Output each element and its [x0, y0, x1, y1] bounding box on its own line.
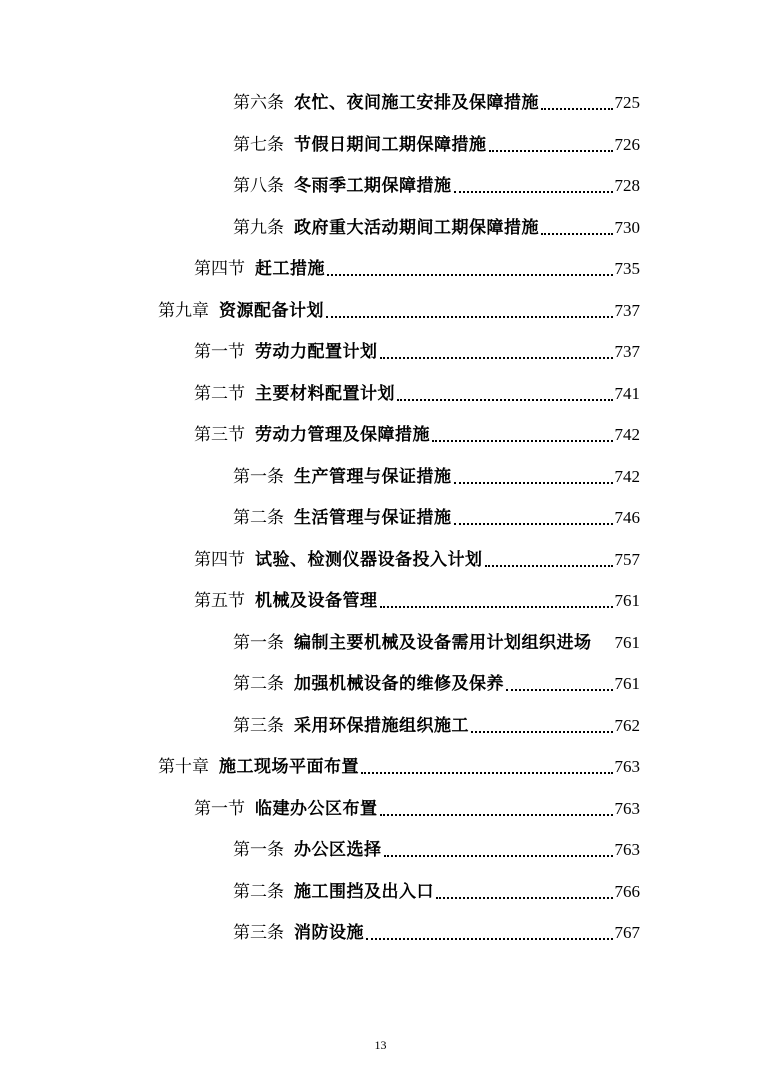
toc-entry-page: 741 — [614, 383, 640, 403]
toc-entry-title: 生活管理与保证措施 — [294, 508, 452, 528]
toc-entry-page: 761 — [614, 591, 640, 610]
dot-leader — [454, 482, 613, 484]
toc-entry[interactable] — [158, 296, 640, 326]
dot-leader — [471, 731, 613, 733]
toc-entry[interactable] — [194, 794, 640, 824]
dot-leader — [432, 440, 613, 442]
toc-entry[interactable] — [233, 213, 640, 243]
dot-leader — [326, 316, 613, 318]
dot-leader — [485, 565, 613, 567]
toc-entry-number: 第一条 — [233, 632, 284, 653]
toc-entry-number: 第七条 — [233, 134, 284, 155]
toc-entry-number: 第五节 — [194, 591, 245, 611]
toc-entry-number: 第三节 — [194, 425, 245, 445]
dot-leader — [397, 399, 613, 401]
toc-entry-page: 737 — [614, 300, 640, 320]
dot-leader — [541, 108, 613, 110]
toc-entry-page: 746 — [614, 508, 640, 527]
toc-entry-number: 第一条 — [233, 466, 284, 487]
toc-entry-title: 政府重大活动期间工期保障措施 — [294, 217, 539, 238]
toc-entry-title: 劳动力管理及保障措施 — [255, 425, 430, 445]
toc-entry[interactable] — [233, 503, 640, 533]
toc-entry-title: 生产管理与保证措施 — [294, 466, 452, 487]
toc-entry[interactable] — [194, 254, 640, 284]
toc-entry-number: 第一节 — [194, 342, 245, 362]
dot-leader — [436, 897, 613, 899]
toc-entry-title: 加强机械设备的维修及保养 — [294, 674, 504, 694]
toc-entry-number: 第一节 — [194, 798, 245, 819]
toc-entry-page: 742 — [614, 466, 640, 486]
toc-entry-number: 第二条 — [233, 674, 284, 694]
dot-leader — [380, 814, 613, 816]
toc-entry-number: 第三条 — [233, 923, 284, 943]
toc-entry-page: 767 — [614, 923, 640, 942]
page-footer-number: 13 — [374, 1038, 387, 1052]
toc-entry-number: 第八条 — [233, 176, 284, 196]
toc-entry-number: 第四节 — [194, 259, 245, 279]
toc-entry-number: 第四节 — [194, 549, 245, 570]
toc-entry-number: 第九章 — [158, 300, 209, 321]
dot-leader — [380, 606, 613, 608]
toc-entry-title: 资源配备计划 — [219, 300, 324, 321]
toc-entry-title: 试验、检测仪器设备投入计划 — [255, 549, 483, 570]
toc-entry[interactable] — [233, 628, 640, 658]
toc-entry-number: 第二条 — [233, 508, 284, 528]
toc-entry-title: 机械及设备管理 — [255, 591, 378, 611]
toc-entry-title: 采用环保措施组织施工 — [294, 715, 469, 736]
toc-entry-page: 728 — [614, 176, 640, 195]
toc-entry[interactable] — [194, 337, 640, 367]
toc-entry[interactable] — [158, 752, 640, 782]
toc-entry-page: 763 — [614, 798, 640, 818]
toc-entry[interactable] — [233, 669, 640, 699]
dot-leader — [327, 274, 613, 276]
toc-entry-title: 办公区选择 — [294, 840, 382, 860]
toc-entry-page: 737 — [614, 342, 640, 361]
dot-leader — [361, 772, 613, 774]
toc-entry-title: 消防设施 — [294, 923, 364, 943]
toc-entry[interactable] — [194, 379, 640, 409]
toc-entry-number: 第六条 — [233, 93, 284, 113]
dot-leader — [506, 689, 613, 691]
toc-entry-page: 735 — [614, 259, 640, 278]
dot-leader — [454, 191, 613, 193]
dot-leader — [454, 523, 613, 525]
toc-entry-title: 冬雨季工期保障措施 — [294, 176, 452, 196]
dot-leader — [489, 150, 613, 152]
toc-entry[interactable] — [194, 420, 640, 450]
toc-entry[interactable] — [233, 130, 640, 160]
toc-entry-page: 766 — [614, 881, 640, 901]
toc-entry[interactable] — [233, 835, 640, 865]
toc-entry[interactable] — [233, 711, 640, 741]
toc-entry-page: 730 — [614, 217, 640, 237]
toc-entry-page: 763 — [614, 840, 640, 859]
toc-entry-page: 763 — [614, 757, 640, 776]
toc-entry-number: 第一条 — [233, 840, 284, 860]
toc-entry-number: 第二条 — [233, 881, 284, 902]
toc-entry-title: 主要材料配置计划 — [255, 383, 395, 404]
toc-entry[interactable] — [233, 918, 640, 948]
toc-entry-page: 762 — [614, 715, 640, 735]
toc-entry[interactable] — [194, 586, 640, 616]
toc-entry-title: 节假日期间工期保障措施 — [294, 134, 487, 155]
toc-entry-title: 农忙、夜间施工安排及保障措施 — [294, 93, 539, 113]
toc-entry-title: 编制主要机械及设备需用计划组织进场 — [294, 632, 592, 653]
toc-entry-page: 757 — [614, 549, 640, 569]
toc-entry-number: 第二节 — [194, 383, 245, 404]
toc-entry-number: 第三条 — [233, 715, 284, 736]
toc-entry-number: 第十章 — [158, 757, 209, 777]
toc-entry-page: 761 — [614, 674, 640, 693]
dot-leader — [380, 357, 613, 359]
toc-entry-page: 726 — [614, 134, 640, 154]
dot-leader — [541, 233, 613, 235]
toc-entry[interactable] — [194, 545, 640, 575]
toc-entry-title: 施工围挡及出入口 — [294, 881, 434, 902]
toc-entry-title: 施工现场平面布置 — [219, 757, 359, 777]
toc-entry[interactable] — [233, 877, 640, 907]
toc-entry-page: 742 — [614, 425, 640, 444]
toc-entry-title: 临建办公区布置 — [255, 798, 378, 819]
toc-entry[interactable] — [233, 462, 640, 492]
toc-entry[interactable] — [233, 88, 640, 118]
toc-entry-page: 761 — [614, 632, 640, 652]
toc-entry-title: 赶工措施 — [255, 259, 325, 279]
toc-entry-title: 劳动力配置计划 — [255, 342, 378, 362]
toc-entry-number: 第九条 — [233, 217, 284, 238]
toc-entry[interactable] — [233, 171, 640, 201]
dot-leader — [366, 938, 613, 940]
dot-leader — [384, 855, 613, 857]
toc-entry-page: 725 — [614, 93, 640, 112]
